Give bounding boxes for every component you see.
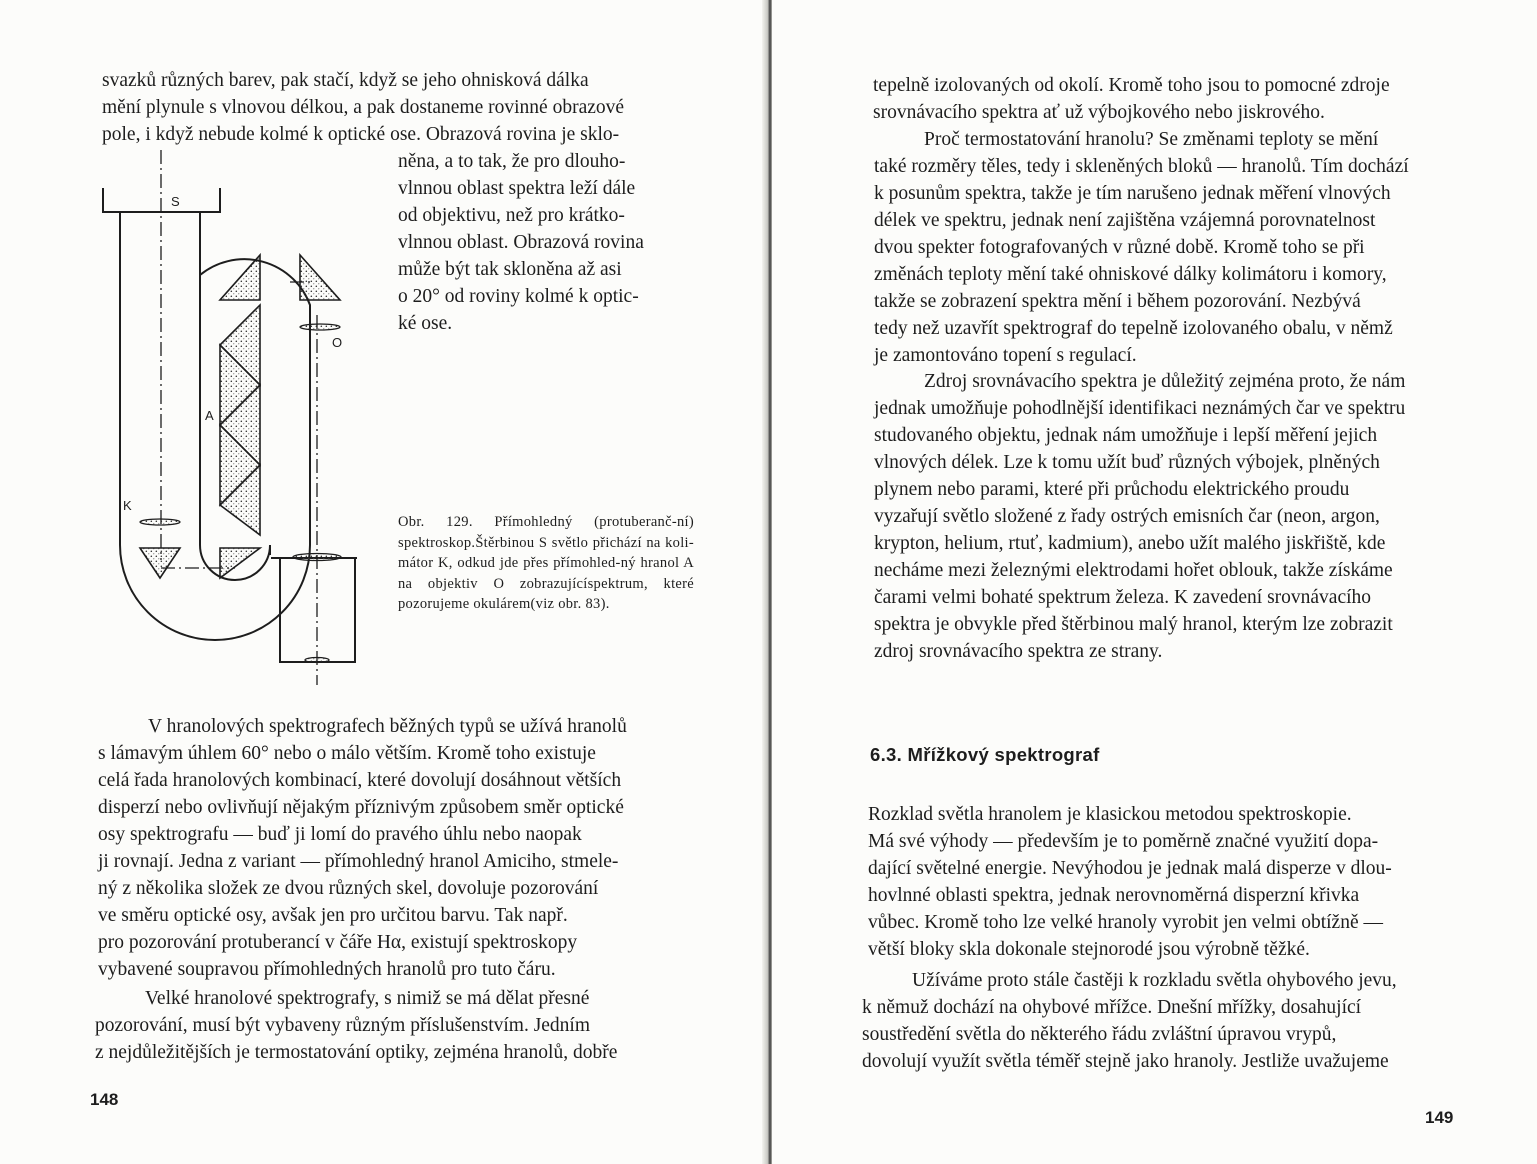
text-line: Zdroj srovnávacího spektra je důležitý zejména proto, že nám [924, 371, 1406, 392]
spectroscope-figure [95, 150, 380, 690]
text-line: délek ve spektru, jednak není zajištěna vzájemná porovnatelnost [874, 210, 1376, 231]
text-line: krypton, helium, rtuť, kadmium), anebo užít malého jiskřiště, kde [874, 533, 1386, 554]
text-line: z nejdůležitějších je termostatování optiky, zejména hranolů, dobře [95, 1042, 618, 1063]
text-line: hovlnné oblasti spektra, jednak nerovnoměrná disperzní křivka [868, 885, 1360, 906]
text-line: ji rovnají. Jedna z variant — přímohledný hranol Amiciho, stmele- [98, 851, 619, 872]
right-paragraph-4 [868, 801, 1460, 963]
text-line: vlnnou oblast. Obrazová rovina [398, 232, 644, 253]
text-line: celá řada hranolových kombinací, které dovolují dosáhnout větších [98, 770, 622, 791]
text-line: čarami velmi bohaté spektrum železa. K zavedení srovnávacího [874, 587, 1372, 608]
left-intro-paragraph [102, 67, 699, 148]
text-line: něna, a to tak, že pro dlouho- [398, 151, 626, 172]
text-line: vlnových délek. Lze k tomu užít buď různých výbojek, plněných [874, 452, 1380, 473]
text-line: pole, i když nebude kolmé k optické ose. Obrazová rovina je sklo- [102, 124, 620, 145]
text-line: s lámavým úhlem 60° nebo o málo větším. Kromě toho existuje [98, 743, 596, 764]
label-prism: A [205, 408, 214, 423]
text-line: spektra je obvykle před štěrbinou malý hranol, kterým lze zobrazit [874, 614, 1393, 635]
text-line: spektrum, které pozorujeme okulárem [398, 575, 694, 612]
left-paragraph-2 [95, 985, 695, 1066]
text-line: také rozměry těles, tedy i skleněných bloků — hranolů. Tím dochází [874, 156, 1409, 177]
text-line: ké ose. [398, 313, 453, 334]
text-line: Obr. 129. Přímohledný (protuberanč- [398, 514, 677, 530]
text-line: ný z několika složek ze dvou různých skel, dovoluje pozorování [98, 878, 599, 899]
text-line: Proč termostatování hranolu? Se změnami teploty se mění [924, 129, 1379, 150]
text-line: pro pozorování protuberancí v čáře Hα, existují spektroskopy [98, 932, 578, 953]
text-line: ní) spektroskop. [398, 514, 694, 551]
text-line: Užíváme proto stále častěji k rozkladu světla ohybového jevu, [912, 970, 1397, 991]
label-collimator: K [123, 498, 132, 513]
text-line: k posunům spektra, takže je tím narušeno jednak měření vlnových [874, 183, 1391, 204]
text-line: zdroj srovnávacího spektra ze strany. [874, 641, 1163, 662]
label-objective: O [332, 335, 343, 350]
text-line: studovaného objektu, jednak nám umožňuje i lepší měření jejich [874, 425, 1378, 446]
text-line: je zamontováno topení s regulací. [874, 345, 1137, 366]
left-side-paragraph [398, 148, 698, 337]
text-line: mění plynule s vlnovou délkou, a pak dostaneme rovinné obrazové [102, 97, 625, 118]
right-paragraph-5 [862, 967, 1458, 1075]
text-line: takže se zobrazení spektra mění i během pozorování. Nezbývá [874, 291, 1361, 312]
text-line: Má své výhody — především je to poměrně značné využití dopa- [868, 831, 1379, 852]
text-line: dvou spekter fotografovaných v různé době. Kromě toho se při [874, 237, 1365, 258]
label-slit: S [171, 194, 180, 209]
text-line: vyzařují světlo složené z řady ostrých emisních čar (neon, argon, [874, 506, 1380, 527]
text-line: Rozklad světla hranolem je klasickou metodou spektroskopie. [868, 804, 1352, 825]
text-line: soustředění světla do některého řádu zvláštní úpravou vrypů, [862, 1024, 1337, 1045]
section-heading: 6.3. Mřížkový spektrograf [870, 744, 1100, 765]
right-page-number: 149 [1425, 1108, 1454, 1127]
text-line: (viz obr. 83). [530, 596, 610, 612]
text-line: vybavené soupravou přímohledných hranolů pro tuto čáru. [98, 959, 556, 980]
text-line: jednak umožňuje pohodlnější identifikaci neznámých čar ve spektru [874, 398, 1406, 419]
text-line: ve směru optické osy, avšak jen pro určitou barvu. Tak např. [98, 905, 568, 926]
text-line: Velké hranolové spektrografy, s nimiž se má dělat přesné [145, 988, 590, 1009]
text-line: dovolují využít světla téměř stejně jako hranoly. Jestliže uvažujeme [862, 1051, 1389, 1072]
text-line: necháme mezi železnými elektrodami hořet oblouk, takže získáme [874, 560, 1393, 581]
text-line: pozorování, musí být vybaveny různým příslušenstvím. Jedním [95, 1015, 591, 1036]
text-line: o 20° od roviny kolmé k optic- [398, 286, 639, 307]
left-page-number: 148 [90, 1090, 119, 1109]
text-line: svazků různých barev, pak stačí, když se jeho ohnisková dálka [102, 70, 589, 91]
text-line: Štěrbinou S světlo přichází na koli- [475, 534, 694, 551]
text-line: ný hranol A na objektiv O zobrazující [398, 555, 695, 592]
right-paragraph-1 [873, 72, 1473, 126]
text-line: V hranolových spektrografech běžných typů se užívá hranolů [148, 716, 627, 737]
text-line: změnách teploty mění také ohniskové dálky kolimátoru i komory, [874, 264, 1387, 285]
text-line: osy spektrografu — buď ji lomí do pravého úhlu nebo naopak [98, 824, 582, 845]
text-line: od objektivu, než pro krátko- [398, 205, 625, 226]
text-line: tepelně izolovaných od okolí. Kromě toho jsou to pomocné zdroje [873, 75, 1390, 96]
text-line: vůbec. Kromě toho lze velké hranoly vyrobit jen velmi obtížně — [868, 912, 1383, 933]
text-line: plynem nebo parami, které při průchodu elektrického proudu [874, 479, 1350, 500]
text-line: k němuž dochází na ohybové mřížce. Dnešní mřížky, dosahující [862, 997, 1362, 1018]
text-line: dající světelné energie. Nevýhodou je jednak malá disperze v dlou- [868, 858, 1392, 879]
text-line: může být tak skloněna až asi [398, 259, 622, 280]
text-line: disperzí nebo ovlivňují nějakým příznivým způsobem směr optické [98, 797, 624, 818]
figure-caption [398, 512, 694, 615]
left-paragraph-1 [98, 713, 696, 983]
right-paragraph-3 [874, 368, 1466, 665]
text-line: tedy než uzavřít spektrograf do tepelně izolovaného obalu, v němž [874, 318, 1393, 339]
text-line: větší bloky skla dokonale stejnorodé jsou výrobně těžké. [868, 939, 1310, 960]
right-paragraph-2 [874, 126, 1472, 369]
text-line: mátor K, odkud jde přes přímohled- [398, 555, 621, 571]
text-line: vlnnou oblast spektra leží dále [398, 178, 636, 199]
text-line: srovnávacího spektra ať už výbojkového nebo jiskrového. [873, 102, 1325, 123]
